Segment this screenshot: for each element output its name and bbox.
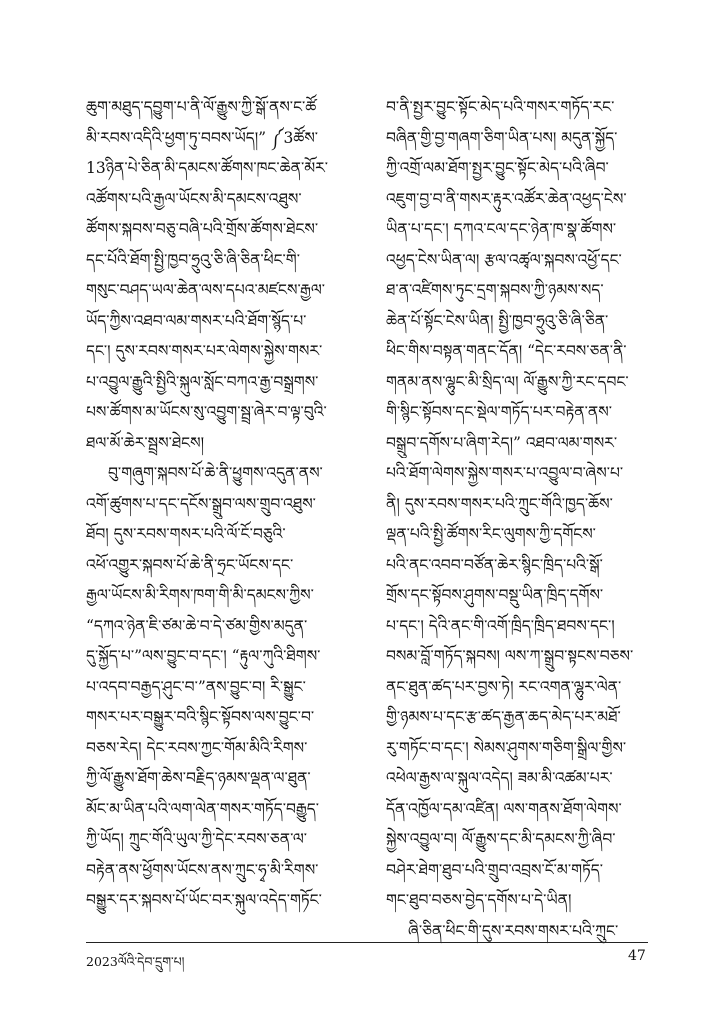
text-line: ཐལ་མོ་ཆེར་སྦྲས་ཐེངས། [86, 433, 205, 452]
text-line: ཐོབ། དུས་རབས་གསར་པའི་ལོ་ངོ་བཅུའི་ [86, 525, 286, 543]
text-line: འཕེལ་རྒྱས་ལ་སྐུལ་འདེད། ཟམ་མི་འཚམ་པར་ [386, 769, 613, 787]
left-column [86, 92, 348, 916]
text-line: དོན་འཁྱོལ་དམ་འཛིན། ལས་གནས་ཐོག་ལེགས་ [386, 799, 622, 818]
text-line: བཅས་རེད། དེང་རབས་ཀྱང་གོམ་མིའི་རིགས་ [86, 738, 308, 757]
text-line: རྒྱལ་ཡོངས་མི་རིགས་ཁག་གི་མི་དམངས་ཀྱིས་ [86, 586, 314, 604]
text-line: ཚོགས་སྐབས་བཅུ་བཞི་པའི་གྲོས་ཚོགས་ཐེངས་ [86, 220, 319, 238]
text-line: ཀྱི་ཡོད། ཀྲུང་གོའི་ཡུལ་ཀྱི་དེང་རབས་ཅན་ལ་ [86, 830, 308, 848]
text-line: འཇུག་བྱ་བ་ནི་གསར་རྟུར་འཚོར་ཆེན་འཕྱད་ངེས་ [386, 189, 627, 208]
text-line: མོང་མ་ཡིན་པའི་ལག་ལེན་གསར་གཏོད་བརྒྱུད་ [86, 799, 320, 818]
text-line: གསར་པར་བསྒྱུར་བའི་སྙིང་སྟོབས་ལས་བྱུང་བ་ [86, 708, 315, 726]
text-line: སྐྱེས་འབྱུལ་བ། ལོ་རྒྱུས་དང་མི་དམངས་ཀྱི་ཞིབ་ [386, 830, 616, 848]
text-line: “དཀའ་ཉེན་ཇི་ཙམ་ཆེ་བ་དེ་ཙམ་གྱིས་མདུན་ [86, 616, 308, 635]
text-line: བསྒྱུར་དར་སྐབས་པོ་ཡོང་བར་སྐུལ་འདེད་གཏོང་ [86, 891, 322, 909]
text-line: བཞིན་གྱི་བྱ་གཞག་ཅིག་ཡིན་པས། མདུན་སྐྱོད་ [386, 128, 618, 147]
text-line: འཚོགས་པའི་རྒྱལ་ཡོངས་མི་དམངས་འཐུས་ [86, 189, 302, 208]
text-line: བ་ནི་སྤྱར་བྱུང་སྟོང་མེད་པའི་གསར་གཏོད་རང་ [386, 98, 615, 116]
text-line: ནི། དུས་རབས་གསར་པའི་ཀྲུང་གོའི་ཁྱད་ཆོས་ [386, 494, 613, 513]
text-line: པའི་ནང་འབབ་བཙོན་ཆེར་སྙིང་ཁྲིད་པའི་སྒོ་ [386, 555, 603, 574]
text-line: པ་འདབ་བརྒྱད་ཤུང་བ་”ནས་བྱུང་བ། རི་སྒྱུང་ [86, 677, 306, 696]
journal-issue-label: 2023ལོའི་དེབ་དྲུག་པ། [86, 954, 185, 969]
text-line: ཆེན་པོ་སྟོང་ངེས་ཡིན། སྤྱི་ཁྱབ་ཧྲུའུ་ཅི་ཞི་ཅིན་ [386, 311, 609, 330]
text-line: གྲོས་དང་སྟོབས་ཤུགས་བསྡུ་ཡིན་ཁྲིད་དགོས་ [386, 586, 604, 604]
text-line: བསམ་བློ་གཏོད་སྐབས། ལས་ཀ་སྒྲུབ་སྟངས་བཅས་ [386, 647, 634, 665]
text-line: དང་པོའི་ཐོག་སྤྱི་ཁྱབ་ཧྲུའུ་ཅི་ཞི་ཅིན་ཕིང་གི་ [86, 250, 300, 269]
text-line: དུ་སྐྱོད་པ་”ལས་བྱུང་བ་དང་། “རྟུལ་ཀུའི་ཐིགས་ [86, 647, 321, 665]
text-line: འཕྱད་ངེས་ཡིན་ལ། རྩལ་འཚྭལ་སྐབས་འཕྱོ་དང་ [386, 250, 622, 269]
text-line: བསྒྲུབ་དགོས་པ་ཞིག་རེད།” འཐབ་ལམ་གསར་ [386, 433, 618, 452]
text-line: པ་འབྱུལ་རྒྱུའི་སྤྱིའི་སྐུལ་སློང་བཀའ་རྒྱ་བསྒྲགས་ [86, 372, 319, 391]
text-line: དང་། དུས་རབས་གསར་པར་ལེགས་སྐྱེས་གསར་ [86, 342, 323, 360]
text-line: གནམ་ནས་ལྷུང་མི་སྲིད་ལ། ལོ་རྒྱུས་ཀྱི་རང་དབང་ [386, 372, 629, 391]
text-line: གི་སྙིང་སྟོབས་དང་སྡེལ་གཏོད་པར་བརྟེན་ནས་ [386, 403, 612, 421]
text-line: གྱི་ཉམས་པ་དང་རྩ་ཚད་རྒྱན་ཆད་མེད་པར་མཐོ་ [386, 708, 621, 726]
text-line: གང་ཐུབ་བཅས་བྱེད་དགོས་པ་དེ་ཡིན། [386, 891, 572, 909]
text-line: ཡོད་ཀྱིས་འཐབ་ལམ་གསར་པའི་ཐོག་སྙོད་པ་ [86, 311, 307, 330]
text-line: ཆུག་མཐུད་དབྱུག་པ་ནི་ལོ་རྒྱུས་ཀྱི་སྒོ་ནས་ང་ཚོ [86, 98, 317, 116]
text-line: བཤེར་ཐེག་ཐུབ་པའི་གྲུབ་འབྲས་ངོ་མ་གཏོད་ [386, 860, 604, 879]
right-column [386, 92, 648, 946]
text-line: བརྟེན་ནས་ཕྱོགས་ཡོངས་ནས་ཀྲུང་ཧྭ་མི་རིགས་ [86, 860, 319, 879]
text-line: རུ་གཏོང་བ་དང་། སེམས་ཤུགས་གཅིག་སྒྲིལ་གྱིས་ [386, 738, 627, 757]
text-line: པའི་ཐོག་ལེགས་སྐྱེས་གསར་པ་འབྱུལ་བ་ཞེས་པ་ [386, 464, 624, 482]
text-line: བུ་གཞུག་སྐབས་པོ་ཆེ་ནི་ཕྱུགས་འདུན་ནས་ [108, 464, 323, 482]
text-line: ཡིན་པ་དང་། དཀའ་ངལ་དང་ཉེན་ཁ་སྣ་ཚོགས་ [386, 220, 617, 238]
text-line: 13ཉིན་པེ་ཅིན་མི་དམངས་ཚོགས་ཁང་ཆེན་མོར་ [86, 159, 329, 177]
page-number: 47 [628, 948, 646, 964]
text-line: ཞི་ཅིན་ཕིང་གི་དུས་རབས་གསར་པའི་ཀྲུང་ [408, 921, 619, 940]
text-line: ཐ་ན་འཛིགས་ཏུང་དྲག་སྐབས་ཀྱི་ཉམས་སད་ [386, 281, 604, 299]
text-line: ཀྱི་ལོ་རྒྱུས་ཐོག་ཆེས་བརྗིད་ཉམས་ལྡན་ལ་ཐུན་ [86, 769, 311, 787]
text-line: པ་དང་། དེའི་ནང་གི་འགོ་ཁྲིད་ཁྲིད་ཐབས་དང་། [386, 616, 615, 635]
text-line: གསུང་བཤད་ཡལ་ཆེན་ལས་དཔའ་མཛངས་རྒྱལ་ [86, 281, 326, 299]
footer-rule [86, 942, 648, 943]
text-line: པས་ཚོགས་མ་ཡོངས་སུ་འབྱུག་སྦྲ་ཞེར་བ་ལྟ་བུའི་ [86, 403, 327, 421]
text-line: ནང་ཐུན་ཚད་པར་བྱས་ཏེ། རང་འགན་ལྷུར་ལེན་ [386, 677, 622, 696]
text-line: འཕོ་འགྱུར་སྐབས་པོ་ཆེ་ནི་ཧྲང་ཡོངས་དང་ [86, 555, 294, 574]
text-line: ཀྱི་འགྲོ་ལམ་ཐོག་སྤྱར་བྱུང་སྟོང་མེད་པའི་ཞིབ་ [386, 159, 609, 177]
text-line: ལྡན་པའི་སྤྱི་ཚོགས་རིང་ལུགས་ཀྱི་དགོངས་ [386, 525, 596, 543]
text-line: མི་རབས་འདིའི་ཕྱག་ཏུ་བབས་ཡོད།” ༼3ཚོས་ [86, 128, 319, 147]
text-line: འགོ་ཚུགས་པ་དང་དངོས་སྒྲུབ་ལས་གྲུབ་འཐུས་ [86, 494, 316, 513]
text-line: ཕིང་གིས་བསྟན་གནང་དོན། “དེང་རབས་ཅན་ནི་ [386, 342, 627, 360]
